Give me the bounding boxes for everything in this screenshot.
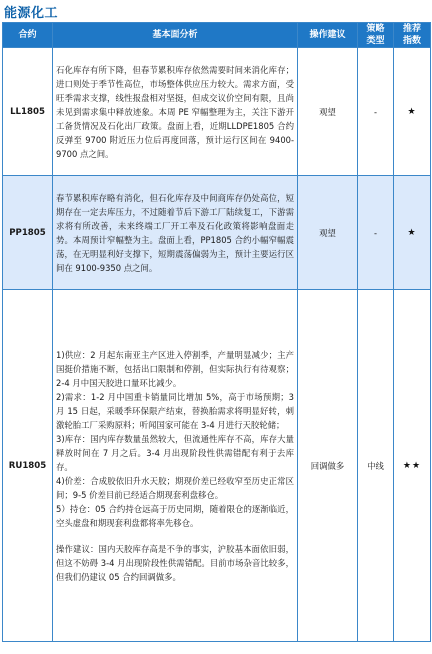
table-row-ll1805 (3, 48, 431, 176)
strategy-cell: - (358, 48, 394, 176)
analysis-cell (53, 48, 298, 176)
operation-cell: 观望 (298, 176, 358, 290)
analysis-cell (53, 290, 298, 642)
analysis-paragraph: 2)需求：1-2 月中国重卡销量同比增加 5%，高于市场预期；3 月 15 日起，采暖季环保限产结束，替换胎需求将明显好转，刺激轮胎工厂采购原料；听闻国家可能在 3-4 月进行天胶轮储； (56, 391, 294, 430)
star-rating-icon: ★ (407, 107, 417, 117)
header-strategy (358, 23, 394, 48)
table-row-ru1805 (3, 290, 431, 642)
rating-cell (394, 290, 431, 642)
header-strategy-line2: 类型 (366, 36, 385, 46)
strategy-cell: - (358, 176, 394, 290)
header-analysis: 基本面分析 (53, 23, 298, 48)
star-rating-icon: ★ (407, 228, 417, 238)
analysis-paragraph: 3)库存：国内库存数量虽然较大，但流通性库存不高，库存大量释放时间在 7 月之后。3-4 月出现阶段性供需错配有利于去库存。 (56, 433, 294, 472)
strategy-table (2, 22, 431, 642)
contract-cell: LL1805 (3, 48, 53, 176)
analysis-paragraph: 操作建议：国内天胶库存高是不争的事实，沪胶基本面依旧弱，但这不妨碍 3-4 月出现阶段性供需错配。目前市场杂音比较多，但我们仍建议 05 合约回调做多。 (56, 543, 294, 582)
rating-cell (394, 48, 431, 176)
section-title: 能源化工 (4, 6, 59, 21)
analysis-paragraph: 1)供应：2 月起东南亚主产区进入停割季，产量明显减少；主产国挺价措施不断，包括出口限制和停割，但实际执行有待观察；2-4 月中国天胶进口量环比减少。 (56, 349, 294, 388)
paragraph-gap (56, 530, 294, 542)
rating-cell (394, 176, 431, 290)
header-operation: 操作建议 (298, 23, 358, 48)
contract-cell: RU1805 (3, 290, 53, 642)
header-strategy-line1: 策略 (366, 24, 385, 34)
operation-cell: 观望 (298, 48, 358, 176)
star-rating-icon: ★★ (402, 461, 422, 471)
header-contract: 合约 (3, 23, 53, 48)
analysis-paragraph: 4)价差：合成胶依旧升水天胶；期现价差已经收窄至历史正常区间；9-5 价差目前已经适合期现套利盘移仓。 (56, 475, 294, 500)
analysis-cell (53, 176, 298, 290)
analysis-paragraph: 春节累积库存略有消化，但石化库存及中间商库存仍处高位，短期存在一定去库压力，不过随着节后下游工厂陆续复工，下游需求将有所改善，未来终端工厂开工率及石化政策将影响盘面走势。本周预计窄幅整为主。盘面上看，PP1805 合约小幅窄幅震荡，在无明显利好支撑下，短期震荡偏弱为主，预计主要运行区间在 9100-9350 点之间。 (56, 192, 294, 273)
table-header-row (3, 23, 431, 48)
analysis-paragraph: 5）持仓：05 合约持仓远高于历史同期，随着限仓的逐渐临近，空头虚盘和期现套利盘都将率先移仓。 (56, 503, 294, 528)
header-rating-line1: 推荐 (402, 24, 421, 34)
strategy-cell: 中线 (358, 290, 394, 642)
analysis-paragraph: 石化库存有所下降，但春节累积库存依然需要时间来消化库存；进口则处于季节性高位，市场整体供应压力较大。需求方面，受旺季需求支撑，线性报盘相对坚挺，但成交议价空间有限，且尚未见到需求集中释放迹象。本周 PE 窄幅整理为主，关注下游开工备货情况及石化出厂政策。盘面上看，近期LLDPE1805 合约反弹至 9700 附近压力位后再度回落，预计运行区间在 9400-9700 点之间。 (56, 64, 294, 159)
table-row-pp1805 (3, 176, 431, 290)
header-rating (394, 23, 431, 48)
contract-cell: PP1805 (3, 176, 53, 290)
operation-cell: 回调做多 (298, 290, 358, 642)
header-rating-line2: 指数 (402, 36, 421, 46)
